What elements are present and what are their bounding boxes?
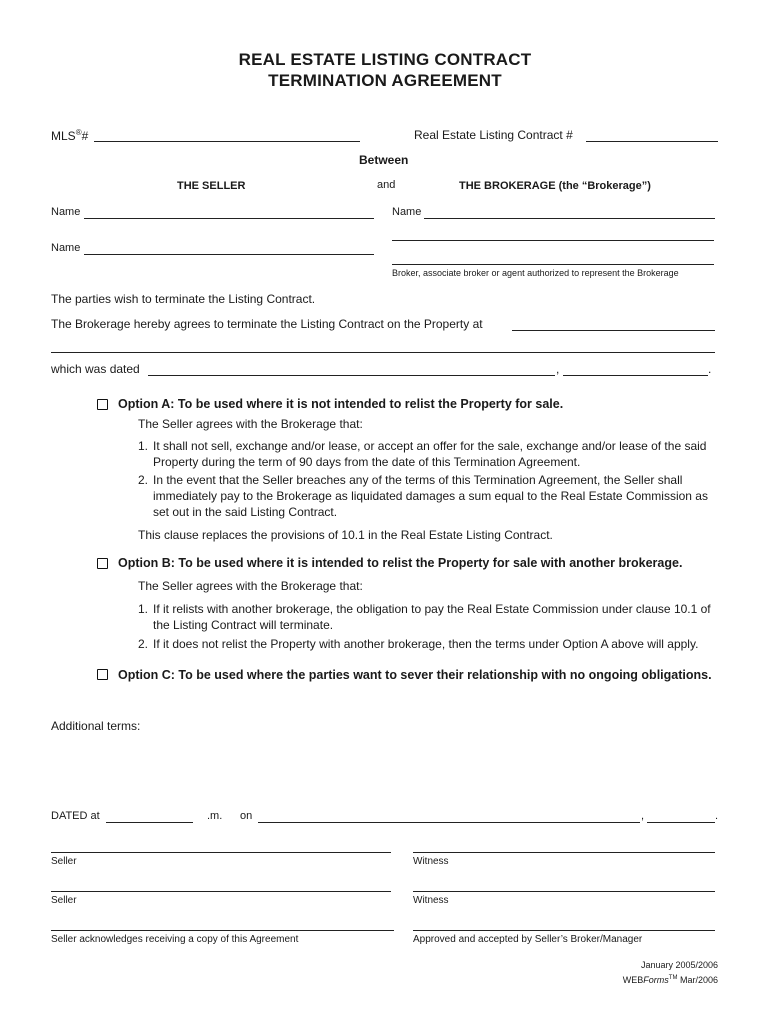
- option-a-clause: This clause replaces the provisions of 10.1 in the Real Estate Listing Contract.: [138, 528, 553, 542]
- witness-signature-field-1[interactable]: [413, 852, 715, 853]
- broker-approval-signature-field[interactable]: [413, 930, 715, 931]
- option-a-item2: In the event that the Seller breaches any of the terms of this Termination Agreement, the Seller shall immediately pay to the Brokerage as liquidated damages a sum equal to the Real Estate Commission as set out in the said Listing Contract.: [153, 473, 708, 519]
- on-label: on: [240, 810, 253, 822]
- option-b-heading: Option B: To be used where it is intended to relist the Property for sale with another brokerage.: [118, 556, 683, 570]
- witness-signature-field-2[interactable]: [413, 891, 715, 892]
- dated-period: .: [708, 362, 712, 376]
- title-line-2: TERMINATION AGREEMENT: [268, 71, 502, 90]
- option-b-item1-num: 1.: [138, 602, 149, 616]
- option-a-agrees: The Seller agrees with the Brokerage that:: [138, 417, 363, 431]
- option-b-checkbox[interactable]: [97, 558, 108, 569]
- broker-signature-caption: Broker, associate broker or agent authorized to represent the Brokerage: [392, 268, 679, 278]
- property-label: The Brokerage hereby agrees to terminate the Listing Contract on the Property at: [51, 317, 483, 331]
- property-address-field-2[interactable]: [51, 352, 715, 353]
- option-a-item1-num: 1.: [138, 439, 149, 453]
- seller-name-field-2[interactable]: [84, 254, 374, 255]
- contract-number-label: Real Estate Listing Contract #: [414, 128, 573, 142]
- intro-text: The parties wish to terminate the Listing Contract.: [51, 292, 316, 306]
- property-address-field[interactable]: [512, 330, 715, 331]
- seller-name-label-2: Name: [51, 242, 81, 254]
- title-line-1: REAL ESTATE LISTING CONTRACT: [238, 50, 532, 69]
- seller-heading: THE SELLER: [177, 180, 246, 192]
- dated-on-comma: ,: [641, 810, 645, 822]
- mls-number-field[interactable]: [94, 141, 360, 142]
- dated-on-period: .: [715, 810, 719, 822]
- option-a-item1: It shall not sell, exchange and/or lease, or accept an offer for the sale, exchange and/or lease of the said Property during the term of 90 days from the date of this Termination Agreement.: [153, 439, 707, 469]
- witness-caption-2: Witness: [413, 895, 449, 906]
- broker-signature-field[interactable]: [392, 264, 714, 265]
- option-c-checkbox[interactable]: [97, 669, 108, 680]
- and-label: and: [377, 179, 396, 191]
- am-pm-label: .m.: [207, 810, 223, 822]
- option-c-heading: Option C: To be used where the parties want to sever their relationship with no ongoing obligations.: [118, 668, 712, 682]
- seller-signature-field-1[interactable]: [51, 852, 391, 853]
- dated-year-field-2[interactable]: [647, 822, 715, 823]
- seller-name-label-1: Name: [51, 206, 81, 218]
- brokerage-name-field-2[interactable]: [392, 240, 714, 241]
- dated-at-label: DATED at: [51, 810, 100, 822]
- brokerage-name-label: Name: [392, 206, 422, 218]
- mls-label: MLS®#: [51, 128, 89, 143]
- footer-date: January 2005/2006: [640, 960, 718, 970]
- seller-ack-signature-field[interactable]: [51, 930, 394, 931]
- dated-at-time-field[interactable]: [106, 822, 193, 823]
- seller-caption-2: Seller: [51, 895, 77, 906]
- additional-terms-label: Additional terms:: [51, 719, 141, 733]
- seller-caption-1: Seller: [51, 856, 77, 867]
- additional-terms-area[interactable]: [51, 738, 715, 802]
- option-b-item2-num: 2.: [138, 637, 149, 651]
- broker-approval-caption: Approved and accepted by Seller’s Broker/Manager: [413, 934, 643, 945]
- option-b-item2: If it does not relist the Property with another brokerage, then the terms under Option A above will apply.: [153, 637, 699, 651]
- option-b-item1: If it relists with another brokerage, the obligation to pay the Real Estate Commission under clause 10.1 of the Listing Contract will terminate.: [153, 602, 711, 632]
- dated-year-field[interactable]: [563, 375, 708, 376]
- witness-caption-1: Witness: [413, 856, 449, 867]
- dated-field[interactable]: [148, 375, 555, 376]
- seller-name-field-1[interactable]: [84, 218, 374, 219]
- dated-on-field[interactable]: [258, 822, 640, 823]
- brokerage-heading: THE BROKERAGE (the “Brokerage”): [459, 180, 651, 192]
- seller-signature-field-2[interactable]: [51, 891, 391, 892]
- brokerage-name-field[interactable]: [424, 218, 715, 219]
- contract-number-field[interactable]: [586, 141, 718, 142]
- footer-webforms: WEBForms™ Mar/2006: [622, 975, 718, 985]
- seller-ack-caption: Seller acknowledges receiving a copy of this Agreement: [51, 934, 299, 945]
- dated-comma: ,: [556, 362, 560, 376]
- option-b-agrees: The Seller agrees with the Brokerage that:: [138, 579, 363, 593]
- dated-label: which was dated: [51, 362, 140, 376]
- option-a-heading: Option A: To be used where it is not intended to relist the Property for sale.: [118, 397, 564, 411]
- option-a-item2-num: 2.: [138, 473, 149, 487]
- between-label: Between: [359, 153, 409, 167]
- option-a-checkbox[interactable]: [97, 399, 108, 410]
